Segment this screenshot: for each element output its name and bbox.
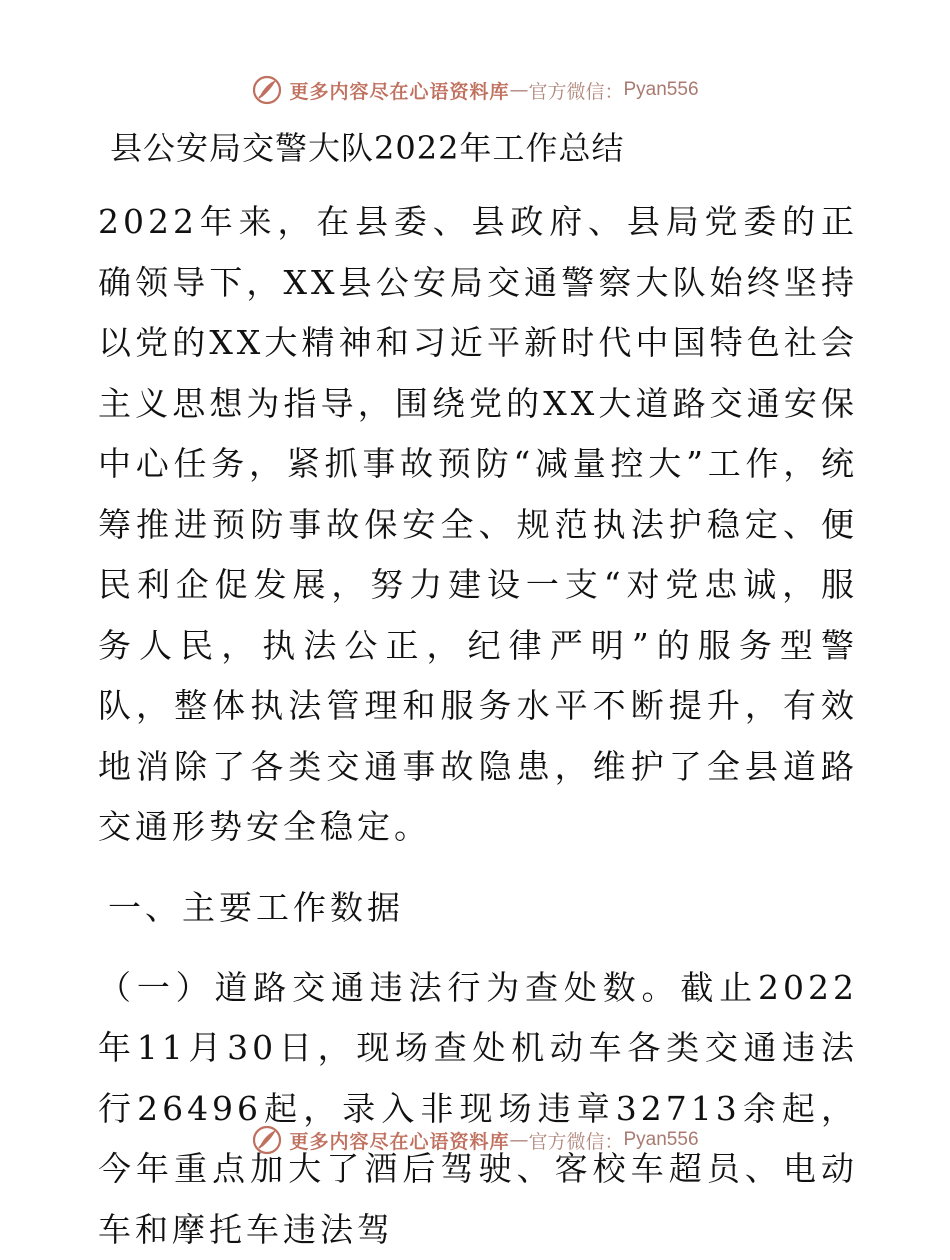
watermark-header <box>0 70 950 110</box>
quill-seal-icon <box>251 74 283 106</box>
watermark-prefix: 更多内容尽在心语资料库 <box>289 1127 509 1154</box>
intro-paragraph: 2022年来，在县委、县政府、县局党委的正确领导下，XX县公安局交通警察大队始终坚持以党的XX大精神和习近平新时代中国特色社会主义思想为指导，围绕党的XX大道路交通安保中心任务，紧抓事故预防“减量控大”工作，统筹推进预防事故保安全、规范执法护稳定、便民利企促发展，努力建设一支“对党忠诚，服务人民，执法公正，纪律严明”的服务型警队，整体执法管理和服务水平不断提升，有效地消除了各类交通事故隐患，维护了全县道路交通形势安全稳定。 <box>98 192 858 858</box>
watermark-id: Pyan556 <box>624 79 699 101</box>
quill-seal-icon <box>251 1124 283 1156</box>
section-paragraph: （一）道路交通违法行为查处数。截止2022年11月30日，现场查处机动车各类交通违法行26496起，录入非现场违章32713余起，今年重点加大了酒后驾驶、客校车超员、电动车和摩托车违法驾 <box>98 958 858 1260</box>
section-heading: 一、主要工作数据 <box>108 878 858 938</box>
watermark-separator: — <box>509 79 528 101</box>
watermark-id: Pyan556 <box>624 1129 699 1151</box>
watermark-label: 官方微信： <box>528 1127 623 1154</box>
watermark-label: 官方微信： <box>528 77 623 104</box>
document-body <box>98 120 858 1260</box>
watermark-footer <box>0 1120 950 1160</box>
document-title: 县公安局交警大队2022年工作总结 <box>110 120 858 176</box>
watermark-separator: — <box>509 1129 528 1151</box>
watermark-prefix: 更多内容尽在心语资料库 <box>289 77 509 104</box>
